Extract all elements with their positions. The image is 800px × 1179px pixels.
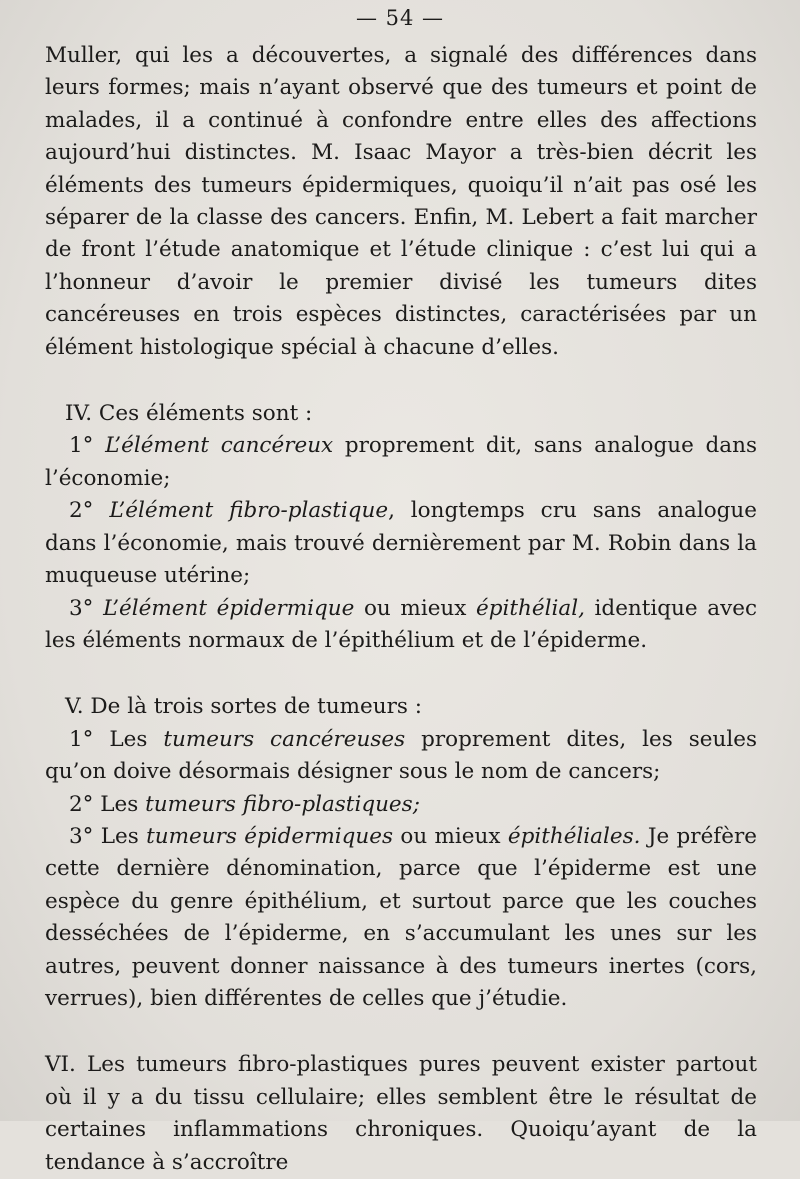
section-v-item-1	[45, 724, 757, 789]
section-iv-heading: IV. Ces éléments sont :	[65, 401, 313, 427]
section-v	[45, 691, 757, 1015]
item-number: 2°	[69, 498, 110, 524]
item-number: 3° Les	[69, 823, 147, 849]
item-italic: tumeurs cancéreuses	[163, 726, 406, 752]
item-italic-2: épithéliales.	[507, 823, 641, 849]
intro-paragraph: Muller, qui les a découvertes, a signalé des différences dans leurs formes; mais n’ayant observé que des tumeurs et point de malades, il a continué à confondre entre elles des affections aujourd’hui distinctes. M. Isaac Mayor a très-bien décrit les éléments des tumeurs épidermiques, quoiqu’il n’ait pas osé les séparer de la classe des cancers. Enfin, M. Lebert a fait marcher de front l’étude anatomique et l’étude clinique : c’est lui qui a l’honneur d’avoir le premier divisé les tumeurs dites cancéreuses en trois espèces distinctes, caractérisées par un élément histologique spécial à chacune d’elles.	[45, 43, 757, 360]
item-italic: tumeurs épidermiques	[146, 823, 394, 849]
section-iv	[45, 398, 757, 657]
section-v-item-2	[45, 789, 757, 821]
section-vi-paragraph: VI. Les tumeurs fibro-plastiques pures peuvent exister partout où il y a du tissu cellulaire; elles semblent être le résultat de certaines inflammations chroniques. Quoiqu’ayant de la tendance à s’accroître	[45, 1052, 757, 1175]
item-text: ou mieux	[393, 823, 508, 849]
section-v-item-3	[45, 821, 757, 1015]
item-number: 2° Les	[69, 791, 146, 817]
item-italic: L’élément fibro-plastique	[109, 498, 389, 524]
page-body	[45, 40, 757, 1179]
section-iv-item-2	[45, 495, 757, 592]
section-iv-item-3	[45, 593, 757, 658]
page-number: — 54 —	[355, 6, 445, 30]
item-italic: tumeurs fibro-plastiques;	[145, 791, 420, 817]
item-number: 1° Les	[69, 726, 164, 752]
section-vi	[45, 1049, 757, 1179]
item-italic: L’élément cancéreux	[105, 433, 334, 459]
item-text: ou mieux	[354, 595, 477, 621]
item-text: proprement dites, les seules qu’on doive désormais désigner sous le nom de cancers;	[45, 726, 757, 785]
item-text: Je préfère cette dernière dénomination, parce que l’épiderme est une espèce du genre épithélium, et surtout parce que les couches desséchées de l’épiderme, en s’accumulant les unes sur les autres, peuvent donner naissance à des tumeurs inertes (cors, verrues), bien différentes de celles que j’étudie.	[45, 823, 757, 1011]
section-v-heading: V. De là trois sortes de tumeurs :	[65, 694, 423, 720]
item-number: 3°	[69, 595, 104, 621]
item-italic-2: épithélial,	[476, 595, 585, 621]
item-text: proprement dit, sans analogue dans l’économie;	[45, 433, 757, 491]
item-italic: L’élément épidermique	[103, 595, 355, 621]
item-number: 1°	[69, 433, 106, 459]
item-text: , longtemps cru sans analogue dans l’économie, mais trouvé dernièrement par M. Robin dans la muqueuse utérine;	[45, 498, 758, 589]
section-iv-item-1	[45, 430, 757, 495]
item-text: identique avec les éléments normaux de l’épithélium et de l’épiderme.	[45, 595, 757, 653]
